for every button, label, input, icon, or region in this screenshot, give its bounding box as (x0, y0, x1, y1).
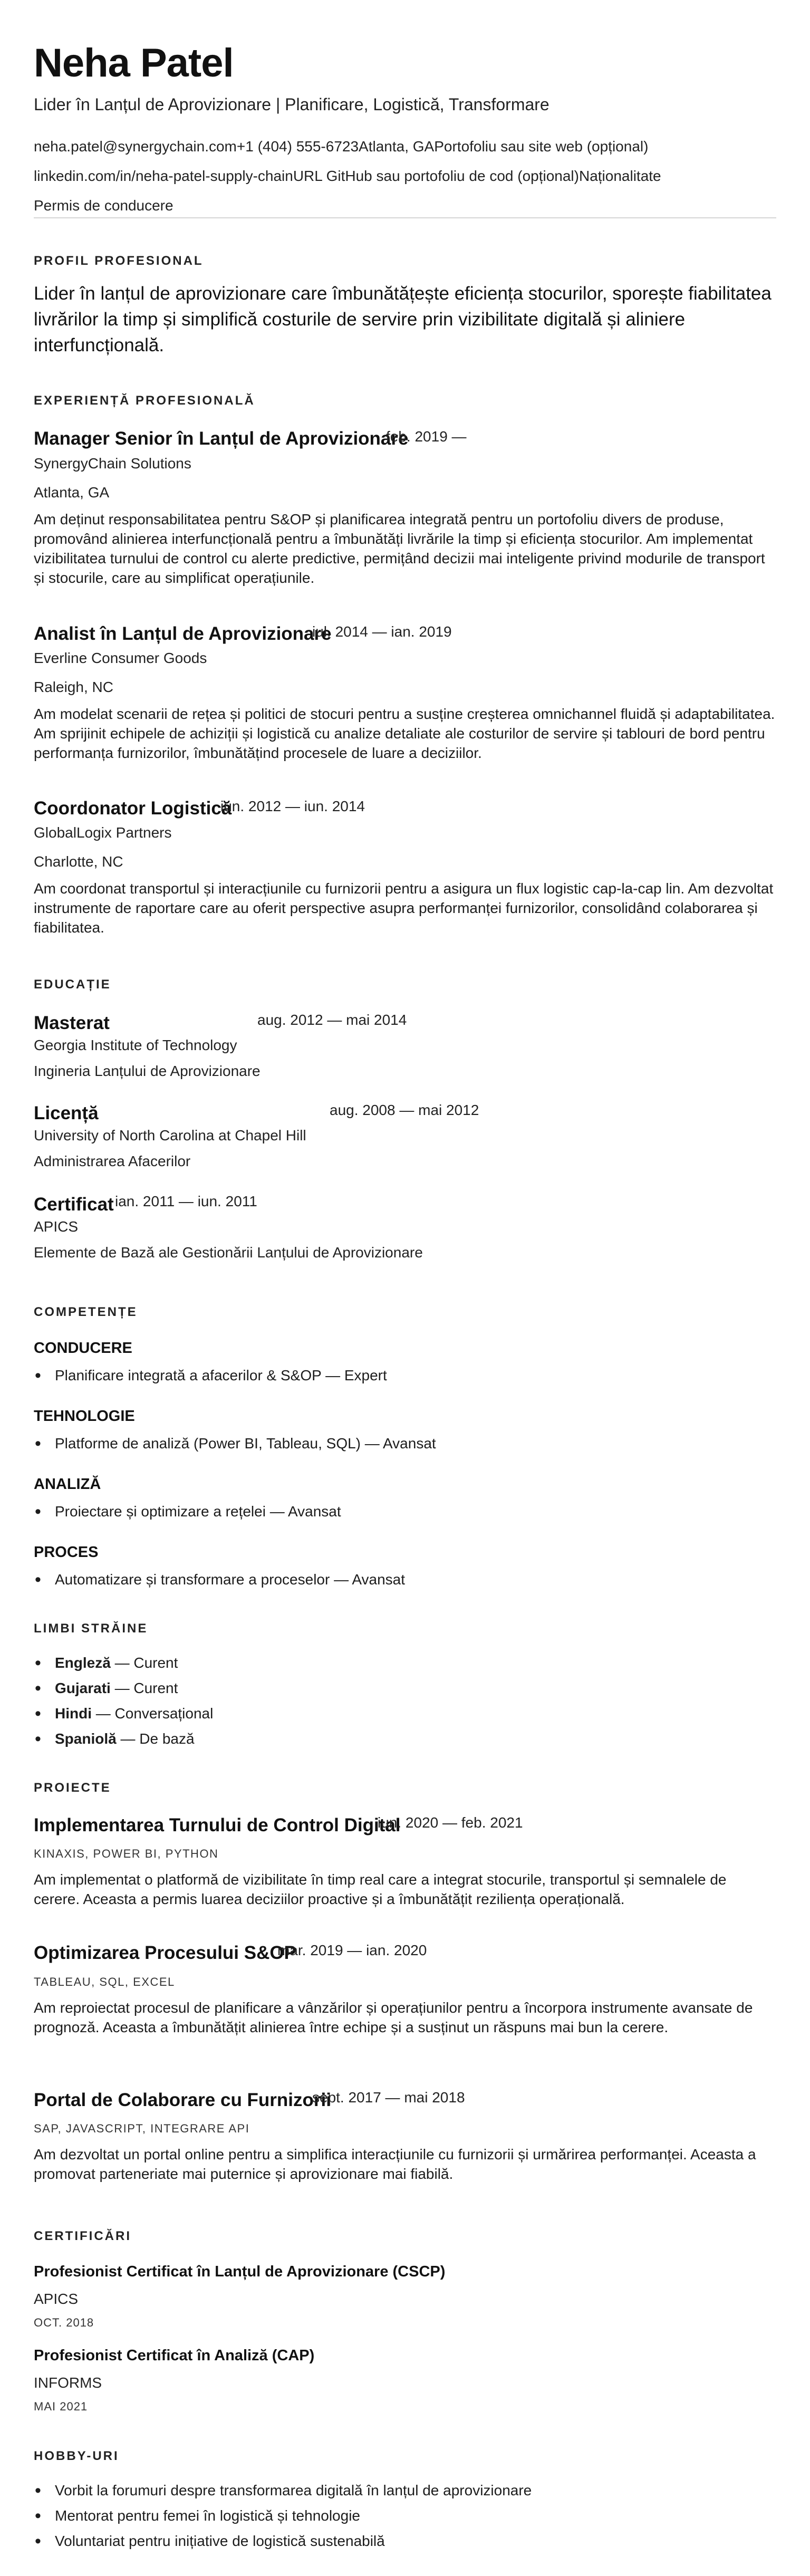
certification-name: Profesionist Certificat în Analiză (CAP) (34, 2347, 315, 2364)
job-dates: iun. 2012 — iun. 2014 (220, 798, 365, 814)
language-name: Engleză (55, 1655, 111, 1671)
skill-item-text: Platforme de analiză (Power BI, Tableau, SQL) — Avansat (55, 1435, 436, 1452)
job-company: Everline Consumer Goods (34, 650, 207, 666)
job-location: Atlanta, GA (34, 484, 110, 501)
skill-group-name: PROCES (34, 1544, 99, 1561)
project-dates: iun. 2020 — feb. 2021 (378, 1814, 523, 1831)
job-title: Manager Senior în Lanțul de Aprovizionare (34, 428, 409, 449)
degree-school: University of North Carolina at Chapel Hill (34, 1127, 306, 1143)
job-location: Raleigh, NC (34, 679, 113, 695)
job-dates: iul. 2014 — ian. 2019 (312, 623, 452, 640)
job-title: Analist în Lanțul de Aprovizionare (34, 623, 332, 644)
degree-field: Ingineria Lanțului de Aprovizionare (34, 1063, 261, 1079)
hobby-item-text: Vorbit la forumuri despre transformarea digitală în lanțul de aprovizionare (55, 2482, 532, 2498)
project-description: Am dezvoltat un portal online pentru a simplifica interacțiunile cu furnizorii și urmărirea performanței. Aceasta a promovat parteneriate mai puternice și aprovizionare mai fiabilă. (34, 2146, 756, 2182)
skill-group-name: ANALIZĂ (34, 1476, 101, 1493)
degree-title: Certificat (34, 1194, 114, 1215)
contact-line-3: Permis de conducere (34, 197, 173, 214)
section-heading-languages: LIMBI STRĂINE (34, 1621, 148, 1636)
project-dates: mar. 2019 — ian. 2020 (277, 1942, 427, 1958)
section-heading-skills: COMPETENȚE (34, 1305, 138, 1319)
degree-title: Masterat (34, 1013, 110, 1033)
section-heading-summary: PROFIL PROFESIONAL (34, 254, 204, 268)
job-description: Am modelat scenarii de rețea și politici de stocuri pentru a susține creșterea omnichannel fluidă și adaptabilitatea. Am sprijinit echipele de achiziții și logistică cu analize detaliate ale costurilor de servire și tablouri de bord pentru performanța furnizorilor, îmbunătățind procesele de luare a deciziilor. (34, 706, 775, 761)
project-tech: TABLEAU, SQL, EXCEL (34, 1975, 175, 1988)
project-dates: sept. 2017 — mai 2018 (312, 2089, 465, 2106)
job-description: Am coordonat transportul și interacțiunile cu furnizorii pentru a asigura un flux logistic cap-la-cap lin. Am dezvoltat instrumente de raportare care au oferit perspective asupra performanței furnizorilor, consolidând colaborarea și fiabilitatea. (34, 880, 774, 936)
degree-school: APICS (34, 1218, 79, 1235)
certification-date: MAI 2021 (34, 2400, 88, 2413)
certification-name: Profesionist Certificat în Lanțul de Aprovizionare (CSCP) (34, 2263, 446, 2280)
project-tech: KINAXIS, POWER BI, PYTHON (34, 1847, 219, 1860)
language-level: — De bază (116, 1731, 195, 1747)
language-name: Hindi (55, 1705, 92, 1722)
skill-group-name: CONDUCERE (34, 1340, 132, 1357)
summary-text: Lider în lanțul de aprovizionare care îmbunătățește eficiența stocurilor, sporește fiabilitatea livrărilor la timp și simplifică costurile de servire prin vizibilitate digitală și aliniere interfuncțională. (34, 283, 772, 355)
degree-school: Georgia Institute of Technology (34, 1037, 237, 1053)
job-dates: feb. 2019 — (386, 428, 467, 445)
certification-date: OCT. 2018 (34, 2316, 94, 2329)
contact-line-2: linkedin.com/in/neha-patel-supply-chainURL GitHub sau portofoliu de cod (opțional)Naționalitate (34, 168, 661, 184)
contact-line-1: neha.patel@synergychain.com+1 (404) 555-6723Atlanta, GAPortofoliu sau site web (opțional) (34, 138, 649, 155)
language-level: — Curent (110, 1655, 178, 1671)
section-heading-projects: PROIECTE (34, 1781, 111, 1795)
degree-field: Administrarea Afacerilor (34, 1153, 191, 1169)
project-title: Implementarea Turnului de Control Digital (34, 1815, 401, 1835)
skill-group-name: TEHNOLOGIE (34, 1408, 135, 1425)
project-title: Optimizarea Procesului S&OP (34, 1943, 296, 1963)
candidate-name: Neha Patel (34, 41, 234, 85)
section-heading-experience: EXPERIENȚĂ PROFESIONALĂ (34, 393, 255, 408)
job-title: Coordonator Logistică (34, 798, 232, 819)
job-company: GlobalLogix Partners (34, 824, 172, 841)
certification-issuer: APICS (34, 2291, 79, 2307)
language-level: — Curent (110, 1680, 178, 1696)
project-description: Am implementat o platformă de vizibilitate în timp real care a integrat stocurile, transportul și semnalele de cerere. Aceasta a permis luarea deciziilor proactive și a îmbunătățit reziliența operațională. (34, 1871, 727, 1907)
section-heading-education: EDUCAȚIE (34, 977, 111, 992)
project-title: Portal de Colaborare cu Furnizorii (34, 2090, 331, 2110)
job-description: Am deținut responsabilitatea pentru S&OP și planificarea integrată pentru un portofoliu divers de produse, promovând alinierea interfuncțională pentru a îmbunătăți livrările la timp și eficiența stocurilor. Am implementat vizibilitatea turnului de control cu alerte predictive, permițând decizii mai inteligente privind modurile de transport și stocurile, care au simplificat operațiunile. (34, 511, 765, 586)
skill-item-text: Planificare integrată a afacerilor & S&OP — Expert (55, 1367, 387, 1383)
candidate-headline: Lider în Lanțul de Aprovizionare | Planificare, Logistică, Transformare (34, 95, 549, 114)
hobby-item-text: Voluntariat pentru inițiative de logistică sustenabilă (55, 2533, 385, 2549)
section-heading-hobbies: HOBBY-URI (34, 2449, 119, 2463)
project-description: Am reproiectat procesul de planificare a vânzărilor și operațiunilor pentru a încorpora instrumente avansate de prognoză. Aceasta a îmbunătățit alinierea între echipe și a susținut un răspuns mai bun la cerere. (34, 2000, 753, 2035)
hobby-item-text: Mentorat pentru femei în logistică și tehnologie (55, 2507, 360, 2524)
degree-field: Elemente de Bază ale Gestionării Lanțului de Aprovizionare (34, 1244, 423, 1261)
language-name: Gujarati (55, 1680, 111, 1696)
degree-dates: aug. 2012 — mai 2014 (257, 1012, 407, 1028)
skill-item-text: Automatizare și transformare a proceselor — Avansat (55, 1571, 406, 1588)
job-location: Charlotte, NC (34, 853, 123, 870)
job-company: SynergyChain Solutions (34, 455, 191, 472)
degree-dates: aug. 2008 — mai 2012 (330, 1102, 479, 1118)
project-tech: SAP, JAVASCRIPT, INTEGRARE API (34, 2122, 250, 2135)
certification-issuer: INFORMS (34, 2375, 102, 2391)
header-divider (34, 217, 776, 218)
language-name: Spaniolă (55, 1731, 117, 1747)
degree-title: Licență (34, 1103, 99, 1123)
skill-item-text: Proiectare și optimizare a rețelei — Avansat (55, 1503, 341, 1520)
degree-dates: ian. 2011 — iun. 2011 (115, 1193, 257, 1209)
language-level: — Conversațional (92, 1705, 214, 1722)
section-heading-certifications: CERTIFICĂRI (34, 2229, 131, 2243)
